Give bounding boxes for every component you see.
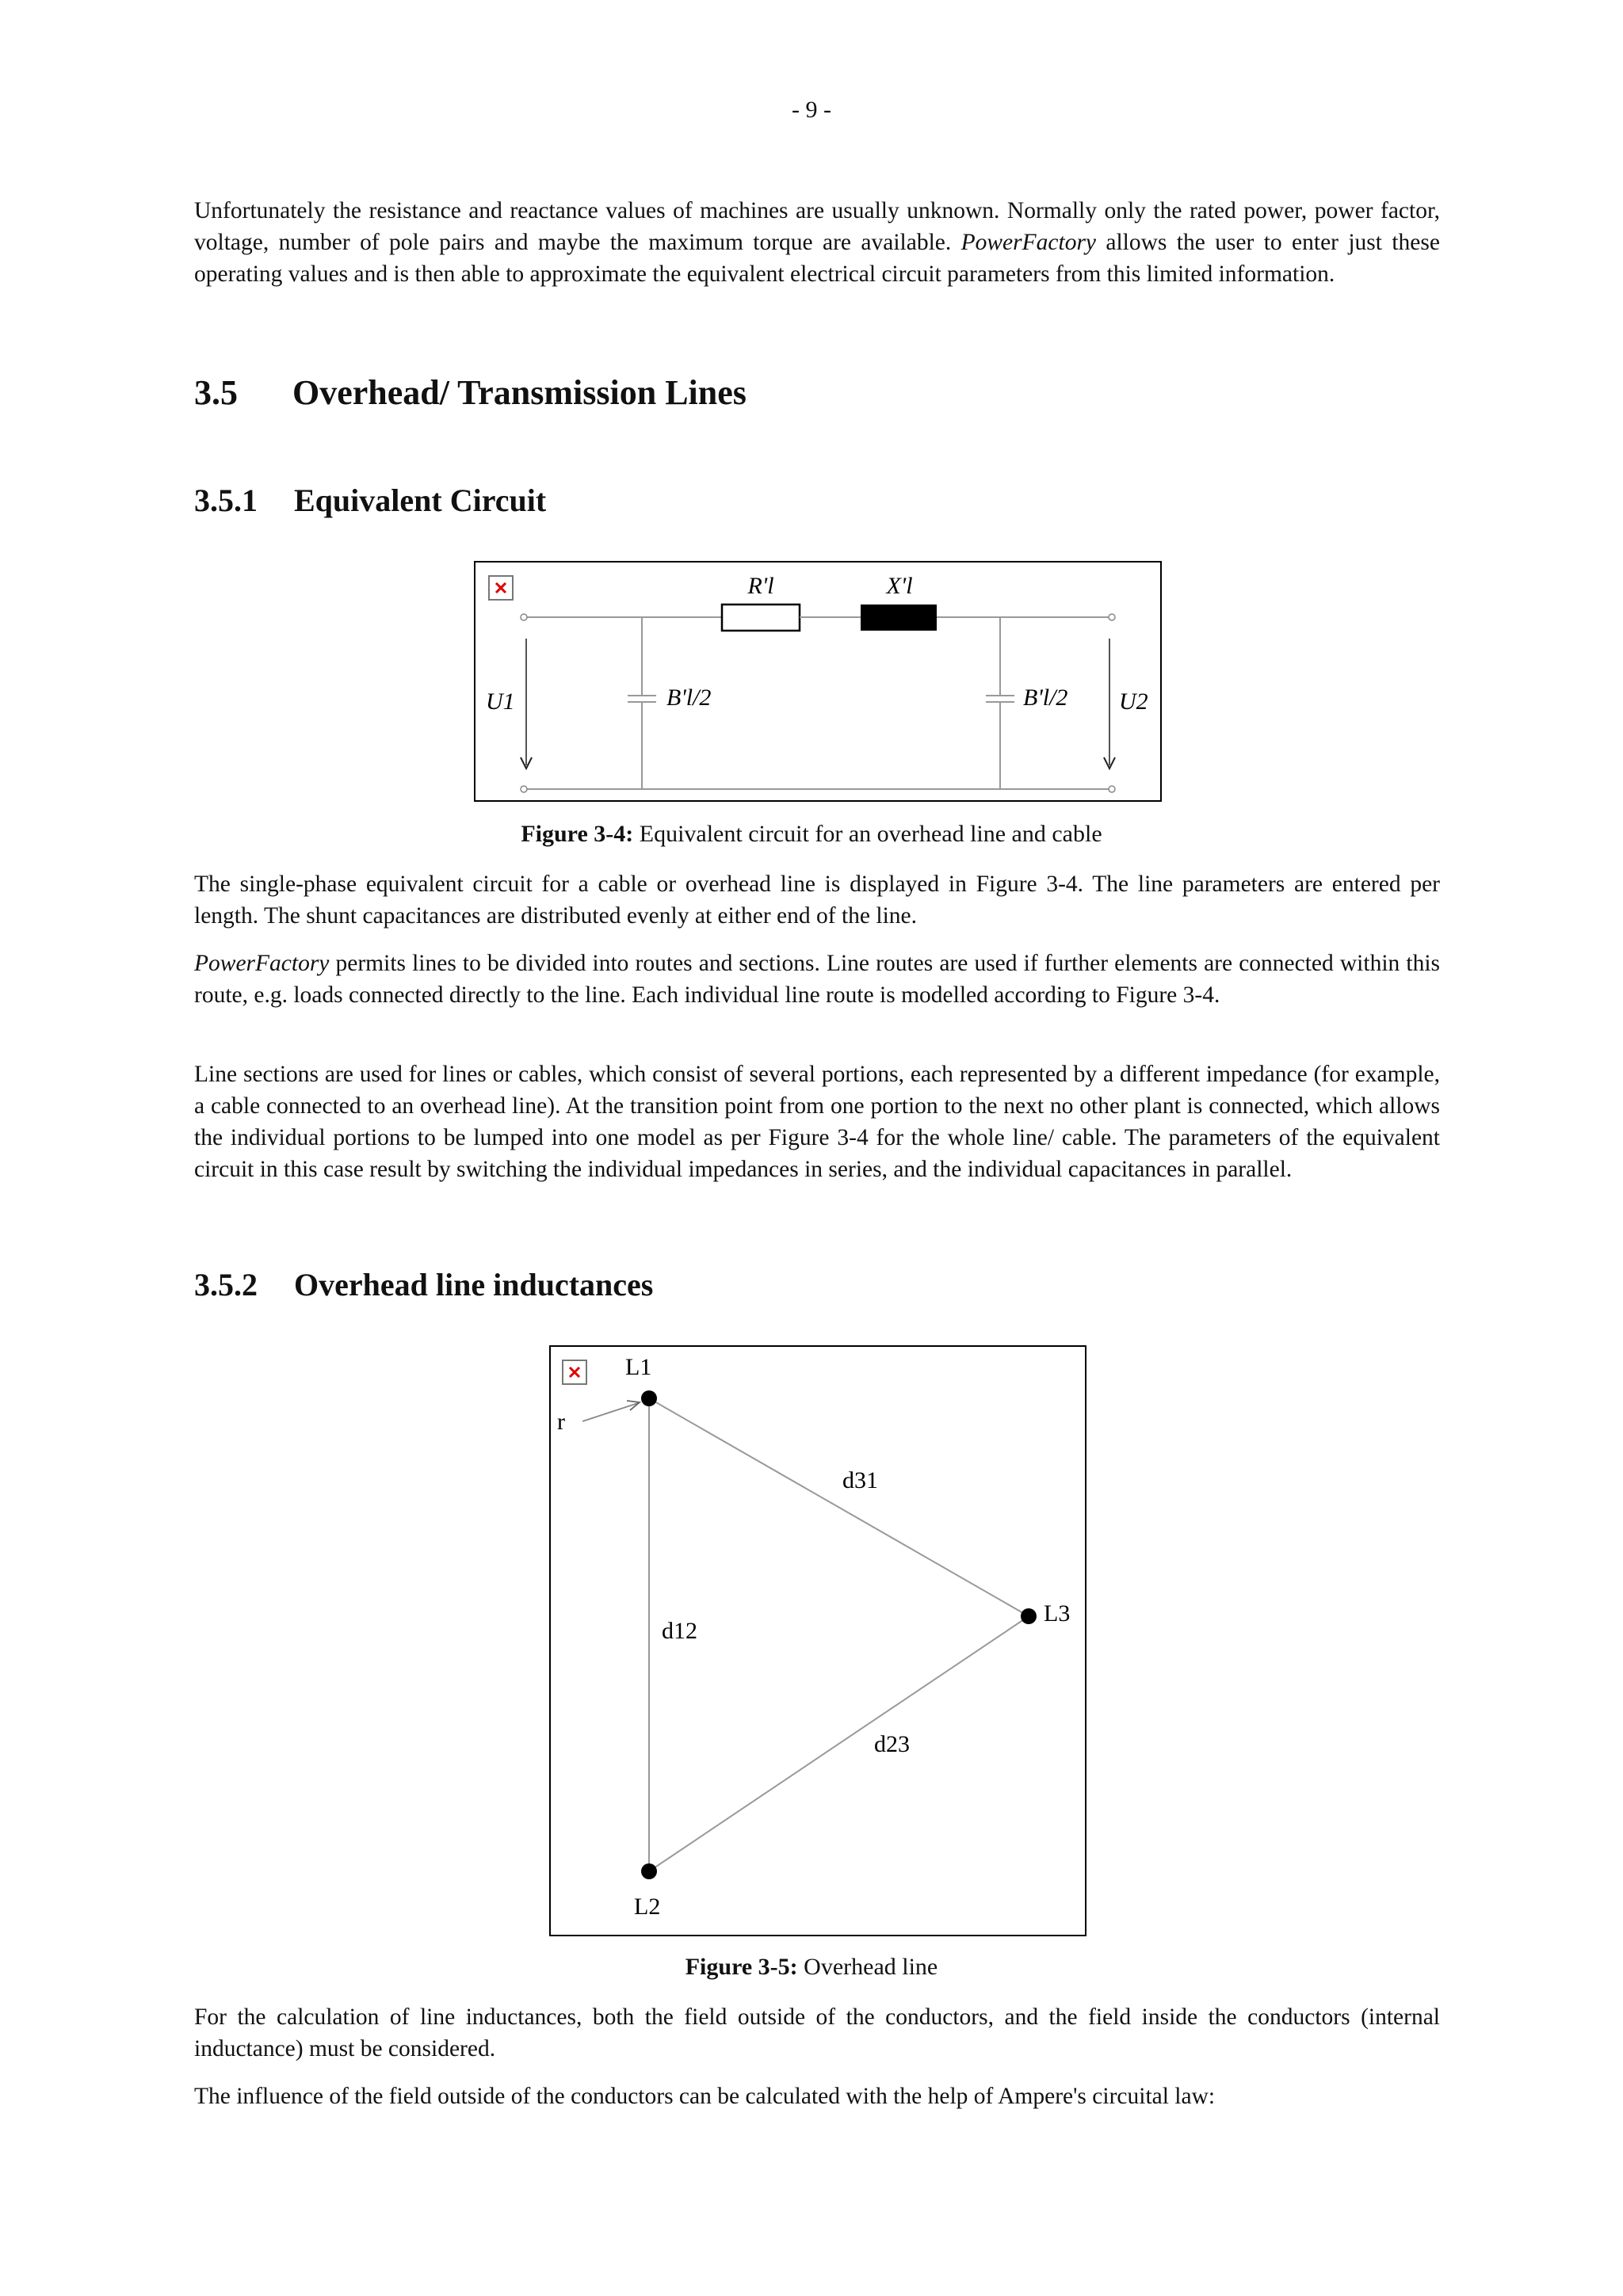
broken-image-icon (489, 576, 513, 600)
page-number: - 9 - (792, 97, 831, 123)
susceptance-left-label: B'l/2 (666, 685, 712, 711)
voltage-u2-label: U2 (1119, 688, 1148, 715)
conductor-l2 (641, 1863, 657, 1879)
reactance-label: X'l (886, 573, 913, 599)
distance-d12-label: d12 (662, 1618, 697, 1644)
intro-product-name: PowerFactory (960, 230, 1097, 255)
section-heading: 3.5 Overhead/ Transmission Lines (194, 373, 747, 412)
conductor-l3 (1021, 1608, 1037, 1624)
conductor-l3-label: L3 (1044, 1600, 1071, 1627)
figure-3-4-caption: Figure 3-4: Equivalent circuit for an overhead line and cable (521, 821, 1102, 847)
paragraph-routes: PowerFactory permits lines to be divided into routes and sections. Line routes are used if further elements are connected within this route, e.g. loads connected directly to the line. Each individual line route is modelled according to Figure 3-4. (194, 951, 1440, 1008)
conductor-l2-label: L2 (634, 1894, 661, 1920)
voltage-u1-label: U1 (486, 688, 515, 715)
subsection-heading-equivalent-circuit: 3.5.1 Equivalent Circuit (194, 482, 547, 518)
overhead-line-figure (549, 1345, 1086, 1936)
paragraph-inductance-calculation: For the calculation of line inductances, both the field outside of the conductors, and the field inside the conductors (internal inductance) must be considered. (194, 2004, 1440, 2061)
radius-label: r (557, 1409, 565, 1435)
paragraph-amperes-law: The influence of the field outside of the conductors can be calculated with the help of Ampere's circuital law: (194, 2084, 1216, 2109)
equivalent-circuit-figure (474, 561, 1162, 802)
susceptance-right-label: B'l/2 (1023, 685, 1068, 711)
intro-paragraph: Unfortunately the resistance and reactance values of machines are usually unknown. Normally only the rated power, power factor, voltage, number of pole pairs and maybe the maximum torque are available. PowerFactory allows the user to enter just these operating values and is then able to approximate the equivalent electrical circuit parameters from this limited information. (194, 198, 1440, 287)
broken-image-icon (563, 1360, 586, 1384)
figure-3-5-caption: Figure 3-5: Overhead line (685, 1954, 938, 1980)
conductor-l1 (641, 1390, 657, 1406)
paragraph-sections: Line sections are used for lines or cables, which consist of several portions, each represented by a different impedance (for example, a cable connected to an overhead line). At the transition point from one portion to the next no other plant is connected, which allows the individual portions to be lumped into one model as per Figure 3-4 for the whole line/ cable. The parameters of the equivalent circuit in this case result by switching the individual impedances in series, and the individual capacitances in parallel. (194, 1062, 1440, 1182)
resistance-label: R'l (747, 573, 774, 599)
distance-d31-label: d31 (842, 1467, 878, 1493)
reactance-symbol (861, 605, 937, 631)
distance-d23-label: d23 (874, 1731, 910, 1757)
subsection-heading-inductances: 3.5.2 Overhead line inductances (194, 1267, 654, 1302)
paragraph-equivalent-circuit: The single-phase equivalent circuit for a cable or overhead line is displayed in Figure 3-4. The line parameters are entered per length. The shunt capacitances are distributed evenly at either end of the line. (194, 871, 1440, 929)
routes-product-name: PowerFactory (194, 951, 330, 976)
conductor-l1-label: L1 (625, 1354, 652, 1380)
resistor-symbol (722, 605, 800, 631)
